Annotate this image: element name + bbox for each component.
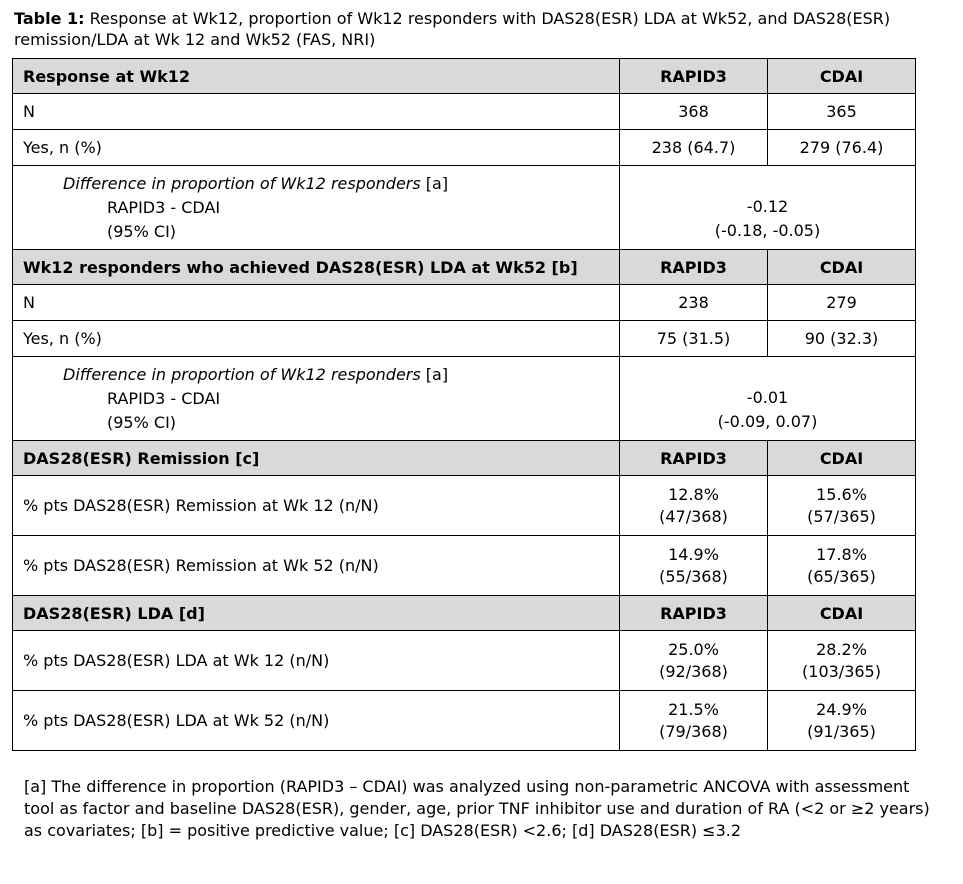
count-value: (57/365) xyxy=(807,506,876,526)
percent-value: 17.8% xyxy=(816,544,867,564)
difference-label: Difference in proportion of Wk12 responders xyxy=(63,364,421,384)
cell-value xyxy=(768,631,916,691)
count-value: (91/365) xyxy=(807,721,876,741)
count-value: (65/365) xyxy=(807,566,876,586)
row-label: % pts DAS28(ESR) LDA at Wk 52 (n/N) xyxy=(13,691,620,751)
cell-value xyxy=(620,691,768,751)
column-header-rapid3: RAPID3 xyxy=(620,596,768,631)
table-row xyxy=(13,285,916,321)
section-header: DAS28(ESR) LDA [d] xyxy=(13,596,620,631)
table-row xyxy=(13,631,916,691)
table-caption xyxy=(14,8,944,50)
cell-value: 279 (76.4) xyxy=(768,130,916,166)
percent-value: 28.2% xyxy=(816,639,867,659)
results-table xyxy=(12,58,916,751)
section-header-row xyxy=(13,596,916,631)
table-footnote: [a] The difference in proportion (RAPID3 – CDAI) was analyzed using non-parametric ANCOVA with assessment tool as factor and baseline DAS28(ESR), gender, age, prior TNF inhibitor use and duration of RA (<2 or ≥2 years) as covariates; [b] = positive predictive value; [c] DAS28(ESR) <2.6; [d] DAS28(ESR) ≤3.2 xyxy=(24,777,930,840)
difference-value: -0.12 xyxy=(746,196,789,216)
column-header-cdai: CDAI xyxy=(768,59,916,94)
difference-ci-label: (95% CI) xyxy=(107,412,177,432)
count-value: (55/368) xyxy=(659,566,728,586)
row-label: N xyxy=(13,94,620,130)
column-header-rapid3: RAPID3 xyxy=(620,59,768,94)
difference-ci-label: (95% CI) xyxy=(107,221,177,241)
percent-value: 12.8% xyxy=(668,484,719,504)
row-label: Yes, n (%) xyxy=(13,321,620,357)
caption-text: Response at Wk12, proportion of Wk12 responders with DAS28(ESR) LDA at Wk52, and DAS28(ESR) remission/LDA at Wk 12 and Wk52 (FAS, NRI) xyxy=(14,9,891,49)
difference-ci: (-0.18, -0.05) xyxy=(714,220,821,240)
table-row xyxy=(13,94,916,130)
column-header-rapid3: RAPID3 xyxy=(620,250,768,285)
caption-label: Table 1: xyxy=(14,9,85,28)
difference-label-cell xyxy=(13,166,620,250)
table-row xyxy=(13,166,916,250)
cell-value: 368 xyxy=(620,94,768,130)
cell-value: 279 xyxy=(768,285,916,321)
difference-value: -0.01 xyxy=(746,387,789,407)
section-header: Wk12 responders who achieved DAS28(ESR) LDA at Wk52 [b] xyxy=(13,250,620,285)
difference-label: Difference in proportion of Wk12 responders xyxy=(63,173,421,193)
table-row xyxy=(13,321,916,357)
percent-value: 21.5% xyxy=(668,699,719,719)
cell-value: 75 (31.5) xyxy=(620,321,768,357)
row-label: Yes, n (%) xyxy=(13,130,620,166)
cell-value: 90 (32.3) xyxy=(768,321,916,357)
cell-value xyxy=(768,691,916,751)
row-label: N xyxy=(13,285,620,321)
row-label: % pts DAS28(ESR) Remission at Wk 12 (n/N) xyxy=(13,476,620,536)
column-header-rapid3: RAPID3 xyxy=(620,441,768,476)
row-label: % pts DAS28(ESR) Remission at Wk 52 (n/N) xyxy=(13,536,620,596)
footnote-ref: [a] xyxy=(420,173,449,193)
count-value: (79/368) xyxy=(659,721,728,741)
table-row xyxy=(13,476,916,536)
section-header-row xyxy=(13,250,916,285)
cell-value xyxy=(768,536,916,596)
cell-value xyxy=(620,536,768,596)
section-header: Response at Wk12 xyxy=(13,59,620,94)
column-header-cdai: CDAI xyxy=(768,596,916,631)
difference-sub-label: RAPID3 - CDAI xyxy=(107,388,221,408)
section-header-row xyxy=(13,441,916,476)
row-label: % pts DAS28(ESR) LDA at Wk 12 (n/N) xyxy=(13,631,620,691)
section-header-row xyxy=(13,59,916,94)
column-header-cdai: CDAI xyxy=(768,250,916,285)
table-row xyxy=(13,130,916,166)
cell-value xyxy=(620,631,768,691)
difference-ci: (-0.09, 0.07) xyxy=(717,411,818,431)
count-value: (92/368) xyxy=(659,661,728,681)
count-value: (47/368) xyxy=(659,506,728,526)
percent-value: 24.9% xyxy=(816,699,867,719)
cell-value xyxy=(620,476,768,536)
difference-value-cell xyxy=(620,166,916,250)
cell-value: 365 xyxy=(768,94,916,130)
percent-value: 25.0% xyxy=(668,639,719,659)
cell-value xyxy=(768,476,916,536)
difference-value-cell xyxy=(620,357,916,441)
table-row xyxy=(13,357,916,441)
difference-sub-label: RAPID3 - CDAI xyxy=(107,197,221,217)
cell-value: 238 xyxy=(620,285,768,321)
table-row xyxy=(13,536,916,596)
footnote-ref: [a] xyxy=(420,364,449,384)
column-header-cdai: CDAI xyxy=(768,441,916,476)
difference-label-cell xyxy=(13,357,620,441)
percent-value: 14.9% xyxy=(668,544,719,564)
count-value: (103/365) xyxy=(802,661,881,681)
section-header: DAS28(ESR) Remission [c] xyxy=(13,441,620,476)
table-row xyxy=(13,691,916,751)
percent-value: 15.6% xyxy=(816,484,867,504)
cell-value: 238 (64.7) xyxy=(620,130,768,166)
